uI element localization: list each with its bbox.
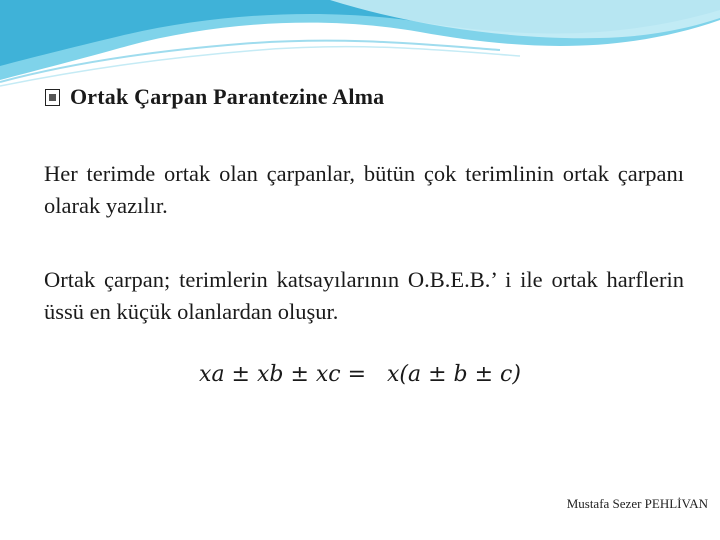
paragraph-1: Her terimde ortak olan çarpanlar, bütün çok terimlinin ortak çarpanı olarak yazılır.	[44, 161, 684, 218]
slide-title-text: Ortak Çarpan Parantezine Alma	[70, 84, 385, 109]
header-wave-decoration	[0, 0, 720, 90]
author-footer: Mustafa Sezer PEHLİVAN	[566, 496, 708, 511]
paragraph-2: Ortak çarpan; terimlerin katsayılarının O.B.E.B.’ i ile ortak harflerin üssü en küçük olanlardan oluşur.	[44, 267, 684, 324]
slide-title	[45, 84, 384, 110]
factoring-formula: xa ± xb ± xc = x(a ± b ± c)	[199, 362, 521, 387]
square-bullet-icon	[45, 89, 60, 106]
